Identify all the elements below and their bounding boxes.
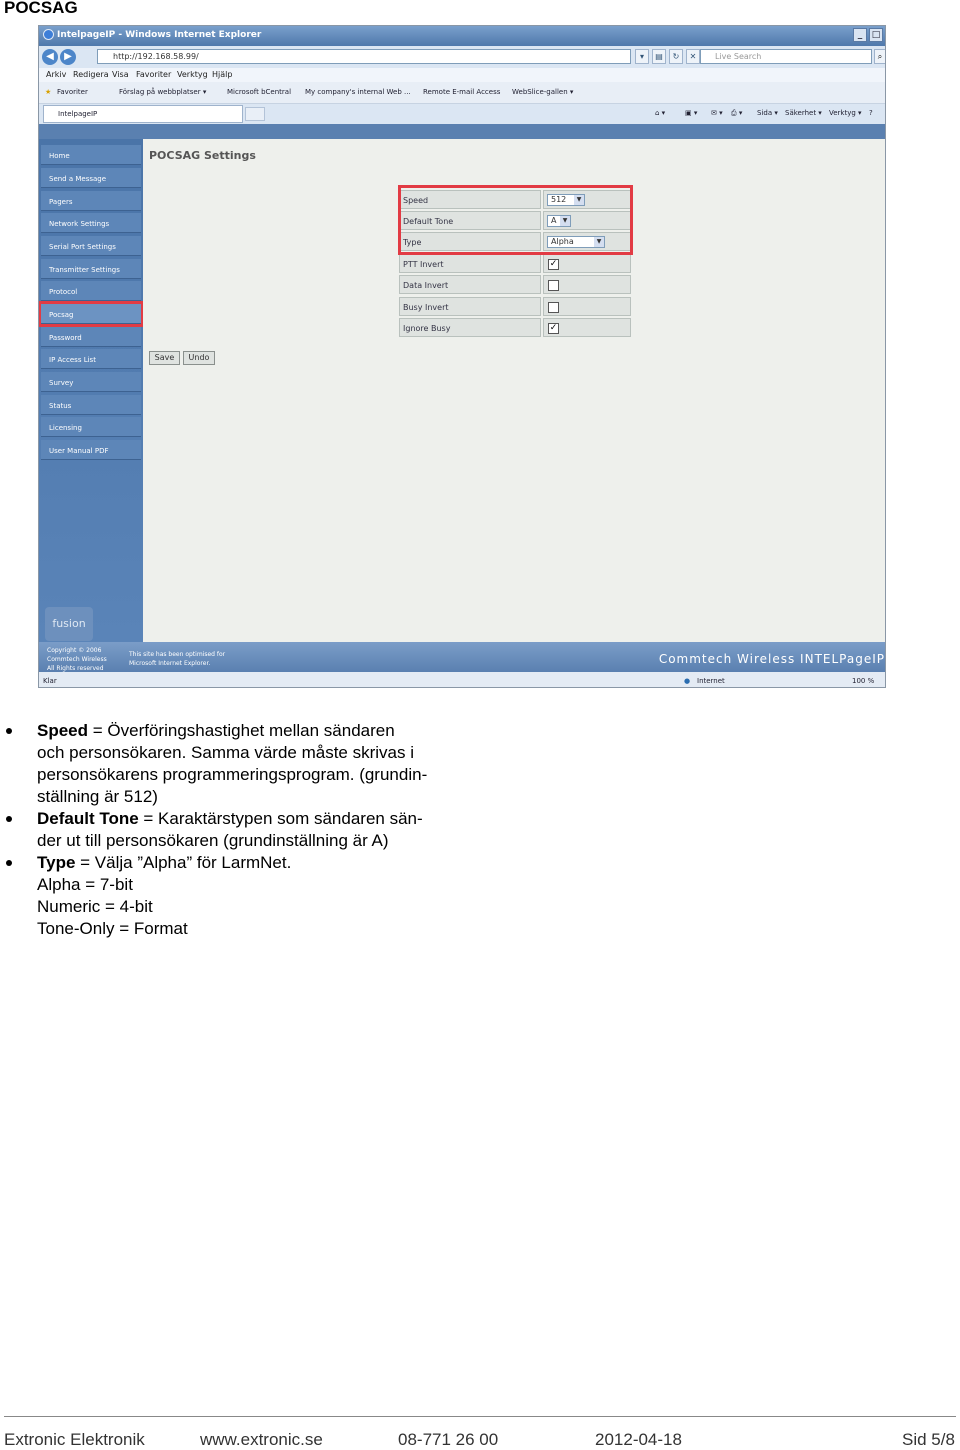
busy-invert-checkbox[interactable] <box>548 302 559 313</box>
ptt-invert-checkbox[interactable]: ✓ <box>549 259 558 269</box>
sidebar-item-password[interactable]: Password <box>41 327 141 347</box>
minimize-icon[interactable]: _ <box>853 28 867 42</box>
menu-verktyg[interactable]: Verktyg <box>177 70 208 79</box>
list-item-line: och personsökaren. Samma värde måste skrivas i <box>37 743 414 762</box>
favorites-bar <box>39 82 885 104</box>
sidebar-item-survey[interactable]: Survey <box>41 372 141 392</box>
fav-link-2[interactable]: Microsoft bCentral <box>227 88 292 96</box>
type-label: Type <box>399 232 541 251</box>
data-invert-label: Data Invert <box>399 275 541 294</box>
footer-page: Sid 5/8 <box>902 1430 955 1449</box>
cmd-sakerhet[interactable]: Säkerhet ▾ <box>785 109 822 117</box>
bullet-icon <box>6 860 12 866</box>
search-icon[interactable]: ⌕ <box>874 49 886 64</box>
copyright-text: Copyright © 2006 Commtech Wireless All Rights reserved <box>47 647 107 672</box>
sidebar <box>39 139 143 642</box>
new-tab-button[interactable] <box>245 107 265 121</box>
bullet-icon <box>6 816 12 822</box>
list-item-line: personsökarens programmeringsprogram. (grundin- <box>37 765 428 784</box>
status-bar <box>39 672 885 688</box>
ignore-busy-checkbox[interactable]: ✓ <box>549 323 558 333</box>
settings-heading: POCSAG Settings <box>149 149 256 162</box>
globe-icon: ● <box>684 677 691 685</box>
footer-rule <box>4 1416 956 1417</box>
fav-link-5[interactable]: WebSlice-gallen ▾ <box>512 88 574 96</box>
refresh-icon[interactable]: ↻ <box>669 49 683 64</box>
tab-bar <box>39 104 885 124</box>
zone-text: Internet <box>697 677 725 685</box>
feeds-icon[interactable]: ▣ ▾ <box>685 109 698 117</box>
menu-hjalp[interactable]: Hjälp <box>212 70 233 79</box>
list-item: Type = Välja ”Alpha” för LarmNet. <box>37 853 292 872</box>
top-band <box>39 124 885 139</box>
sidebar-item-user-manual[interactable]: User Manual PDF <box>41 440 141 460</box>
address-row <box>39 46 885 68</box>
chevron-down-icon: ▼ <box>594 237 604 247</box>
sidebar-item-protocol[interactable]: Protocol <box>41 281 141 301</box>
menu-redigera[interactable]: Redigera <box>73 70 109 79</box>
menu-arkiv[interactable]: Arkiv <box>46 70 67 79</box>
status-text: Klar <box>43 677 57 685</box>
home-icon[interactable]: ⌂ ▾ <box>655 109 666 117</box>
maximize-icon[interactable]: □ <box>869 28 883 42</box>
window-title: IntelpageIP - Windows Internet Explorer <box>57 30 262 40</box>
search-input[interactable]: Live Search <box>700 49 872 64</box>
ie-icon <box>43 29 54 40</box>
mail-icon[interactable]: ✉ ▾ <box>711 109 723 117</box>
list-item-line: Numeric = 4-bit <box>37 897 153 916</box>
fav-link-1[interactable]: Förslag på webbplatser ▾ <box>119 88 207 96</box>
sidebar-item-pocsag[interactable]: Pocsag <box>41 304 141 324</box>
ptt-invert-label: PTT Invert <box>399 254 541 273</box>
sidebar-item-ip-access[interactable]: IP Access List <box>41 349 141 369</box>
brand-text: Commtech Wireless INTELPageIP <box>658 652 885 666</box>
web-page <box>39 124 885 642</box>
star-icon: ★ <box>45 88 52 96</box>
default-tone-select[interactable]: A ▼ <box>547 215 571 227</box>
chevron-down-icon: ▼ <box>560 216 570 226</box>
tab-intelpageip[interactable]: IntelpageIP <box>43 105 243 123</box>
forward-icon[interactable]: ▶ <box>60 49 76 65</box>
dropdown-icon[interactable]: ▾ <box>635 49 649 64</box>
favorites-button[interactable]: Favoriter <box>57 88 88 96</box>
footer-website[interactable]: www.extronic.se <box>200 1430 323 1449</box>
bullet-icon <box>6 728 12 734</box>
list-item-line: Tone-Only = Format <box>37 919 188 938</box>
speed-select[interactable]: 512 ▼ <box>547 194 585 206</box>
window-titlebar <box>39 26 885 46</box>
sidebar-item-serial-port[interactable]: Serial Port Settings <box>41 236 141 256</box>
fusion-logo: fusion <box>45 607 93 641</box>
app-footer <box>39 642 885 672</box>
sidebar-item-home[interactable]: Home <box>41 145 141 165</box>
help-icon[interactable]: ? <box>869 109 873 117</box>
page-title: POCSAG <box>4 0 78 17</box>
footer-phone: 08-771 26 00 <box>398 1430 499 1449</box>
list-item-line: Alpha = 7-bit <box>37 875 133 894</box>
print-icon[interactable]: ⎙ ▾ <box>731 109 743 117</box>
undo-button[interactable]: Undo <box>183 351 215 365</box>
zoom-level[interactable]: 100 % <box>852 677 875 685</box>
menu-favoriter[interactable]: Favoriter <box>136 70 172 79</box>
compat-icon[interactable]: ▤ <box>652 49 666 64</box>
footer-company: Extronic Elektronik <box>4 1430 145 1449</box>
menu-visa[interactable]: Visa <box>112 70 129 79</box>
type-select[interactable]: Alpha ▼ <box>547 236 605 248</box>
highlight-box <box>398 185 633 255</box>
sidebar-item-network-settings[interactable]: Network Settings <box>41 213 141 233</box>
address-bar[interactable]: http://192.168.58.99/ <box>97 49 631 64</box>
sidebar-item-send-message[interactable]: Send a Message <box>41 168 141 188</box>
footer-date: 2012-04-18 <box>595 1430 682 1449</box>
list-item: Default Tone = Karaktärstypen som sändaren sän- <box>37 809 423 828</box>
sidebar-item-pagers[interactable]: Pagers <box>41 191 141 211</box>
stop-icon[interactable]: ✕ <box>686 49 700 64</box>
busy-invert-label: Busy Invert <box>399 297 541 316</box>
fav-link-4[interactable]: Remote E-mail Access <box>423 88 501 96</box>
browser-screenshot <box>38 25 886 688</box>
save-button[interactable]: Save <box>149 351 180 365</box>
ignore-busy-label: Ignore Busy <box>399 318 541 337</box>
list-item-line: ställning är 512) <box>37 787 158 806</box>
sidebar-item-status[interactable]: Status <box>41 395 141 415</box>
chevron-down-icon: ▼ <box>574 195 584 205</box>
optimised-text: This site has been optimised for Microsoft Internet Explorer. <box>129 651 226 667</box>
list-item-line: der ut till personsökaren (grundinställning är A) <box>37 831 389 850</box>
default-tone-label: Default Tone <box>399 211 541 230</box>
back-icon[interactable]: ◀ <box>42 49 58 65</box>
sidebar-item-transmitter[interactable]: Transmitter Settings <box>41 259 141 279</box>
sidebar-item-licensing[interactable]: Licensing <box>41 417 141 437</box>
cmd-sida[interactable]: Sida ▾ <box>757 109 778 117</box>
settings-panel <box>143 139 885 642</box>
cmd-verktyg[interactable]: Verktyg ▾ <box>829 109 862 117</box>
list-item: Speed = Överföringshastighet mellan sändaren <box>37 721 395 740</box>
data-invert-checkbox[interactable] <box>548 280 559 291</box>
speed-label: Speed <box>399 190 541 209</box>
menu-bar <box>39 68 885 82</box>
fav-link-3[interactable]: My company's internal Web ... <box>305 88 411 96</box>
